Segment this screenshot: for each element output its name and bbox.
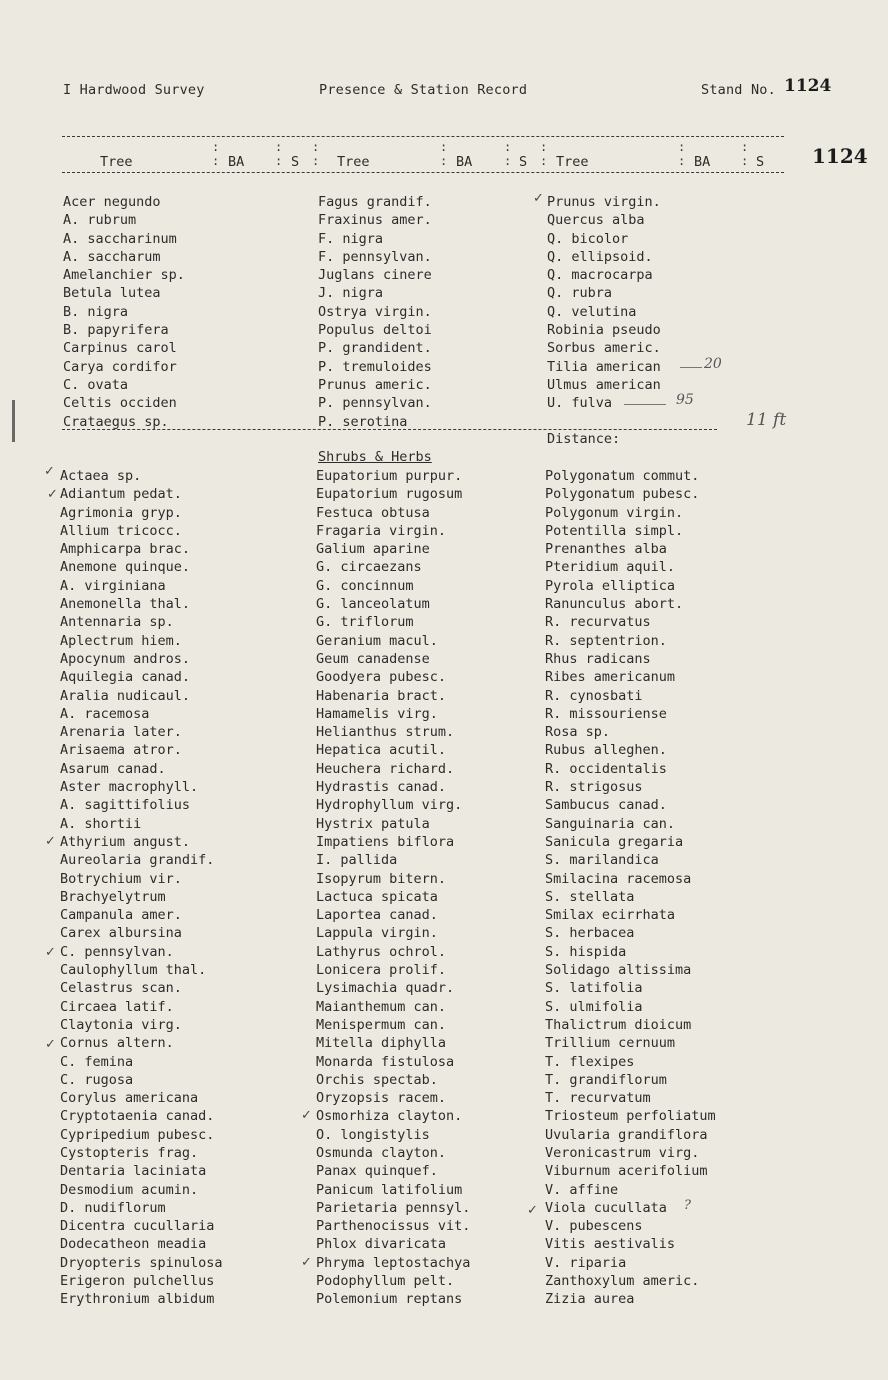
herb-item: Aralia nudicaul. [60, 687, 191, 704]
herb-item: D. nudiflorum [60, 1199, 166, 1216]
herb-item: R. recurvatus [545, 614, 651, 631]
herb-item: Trillium cernuum [545, 1035, 676, 1052]
tree-item: Prunus americ. [318, 376, 432, 393]
column-separator: : : [275, 140, 283, 168]
herb-item: Erigeron pulchellus [60, 1273, 215, 1290]
herb-item: Cypripedium pubesc. [60, 1126, 215, 1143]
stand-label: Stand No. [701, 82, 776, 98]
herb-item: Monarda fistulosa [316, 1053, 455, 1070]
tree-item: Q. macrocarpa [547, 267, 653, 284]
herb-item: S. herbacea [545, 925, 635, 942]
herb-item: Panicum latifolium [316, 1181, 463, 1198]
herb-item: Dryopteris spinulosa [60, 1254, 223, 1271]
check-mark-cornus: ✓ [45, 1037, 56, 1052]
check-mark-prunus: ✓ [533, 191, 544, 206]
fulva-dash [624, 404, 666, 405]
herb-item: V. pubescens [545, 1218, 643, 1235]
herb-item: Solidago altissima [545, 962, 692, 979]
tree-item: Q. bicolor [547, 230, 629, 247]
herb-item: Pyrola elliptica [545, 577, 676, 594]
tree-item: B. papyrifera [63, 322, 169, 339]
herb-item: Festuca obtusa [316, 504, 430, 521]
record-title: Presence & Station Record [319, 82, 528, 98]
header-divider-top [62, 136, 784, 137]
herb-item: Antennaria sp. [60, 614, 174, 631]
herb-item: Carex albursina [60, 925, 182, 942]
herb-item: Cystopteris frag. [60, 1144, 199, 1161]
herb-item: Aplectrum hiem. [60, 632, 182, 649]
herb-item: Veronicastrum virg. [545, 1144, 700, 1161]
check-mark-carex: ✓ [45, 945, 56, 960]
s-header-1: S [291, 154, 300, 170]
shrubs-herbs-title: Shrubs & Herbs [318, 449, 432, 465]
tree-header-2: Tree [337, 154, 370, 170]
herb-item: R. occidentalis [545, 760, 667, 777]
herb-item: Triosteum perfoliatum [545, 1108, 716, 1125]
herb-item: Claytonia virg. [60, 1016, 182, 1033]
herb-item: Lactuca spicata [316, 888, 438, 905]
herb-item: Rubus alleghen. [545, 742, 667, 759]
tree-item: Q. velutina [547, 303, 637, 320]
herb-item: Prenanthes alba [545, 541, 667, 558]
herb-list-col1 [60, 467, 223, 1309]
herb-item: Geum canadense [316, 650, 430, 667]
column-separator: : : [741, 140, 749, 168]
margin-mark [12, 400, 15, 442]
herb-item: Cryptotaenia canad. [60, 1108, 215, 1125]
herb-item: Polygonatum pubesc. [545, 486, 700, 503]
check-mark-adiantum: ✓ [47, 487, 58, 502]
herb-item: Phlox divaricata [316, 1236, 447, 1253]
tree-item: A. rubrum [63, 212, 137, 229]
tree-item: Robinia pseudo [547, 322, 661, 339]
tree-item: A. saccharinum [63, 230, 177, 247]
herb-item: Impatiens biflora [316, 833, 455, 850]
herb-item: Anemone quinque. [60, 559, 191, 576]
tree-item: F. pennsylvan. [318, 248, 432, 265]
column-separator: : : [678, 140, 686, 168]
herb-item: I. pallida [316, 852, 398, 869]
herb-item: Agrimonia gryp. [60, 504, 182, 521]
side-number-handwritten: 1124 [812, 144, 868, 168]
herb-item: Mitella diphylla [316, 1035, 447, 1052]
tree-list-col1 [63, 193, 185, 431]
ba-header-3: BA [694, 154, 711, 170]
herb-item: Isopyrum bitern. [316, 870, 447, 887]
herb-item: Phryma leptostachya [316, 1254, 471, 1271]
herb-item: Thalictrum dioicum [545, 1016, 692, 1033]
tree-item: Crataegus sp. [63, 413, 169, 430]
herb-item: R. cynosbati [545, 687, 643, 704]
herb-item: Geranium macul. [316, 632, 438, 649]
s-header-3: S [756, 154, 765, 170]
tree-header-1: Tree [100, 154, 133, 170]
herb-item: T. recurvatum [545, 1090, 651, 1107]
distance-label: Distance: [547, 431, 621, 447]
herb-item: C. rugosa [60, 1071, 134, 1088]
herb-item: Viburnum acerifolium [545, 1163, 708, 1180]
herb-item: Anemonella thal. [60, 596, 191, 613]
tilia-handwritten-value: 20 [704, 356, 722, 372]
tree-header-3: Tree [556, 154, 589, 170]
herb-item: Uvularia grandiflora [545, 1126, 708, 1143]
column-separator: : : [312, 140, 320, 168]
ba-header-1: BA [228, 154, 245, 170]
herb-item: T. grandiflorum [545, 1071, 667, 1088]
herb-item: Vitis aestivalis [545, 1236, 676, 1253]
fulva-handwritten-value: 95 [676, 392, 694, 408]
herb-item: Rosa sp. [545, 724, 611, 741]
herb-item: Erythronium albidum [60, 1291, 215, 1308]
tree-item: B. nigra [63, 303, 129, 320]
herb-item: Lysimachia quadr. [316, 980, 455, 997]
herb-item: Arenaria later. [60, 724, 182, 741]
herb-item: V. affine [545, 1181, 619, 1198]
herb-item: Polygonum virgin. [545, 504, 684, 521]
herb-item: Hydrastis canad. [316, 779, 447, 796]
tree-item: U. fulva [547, 395, 613, 412]
herb-item: R. septentrion. [545, 632, 667, 649]
s-header-2: S [519, 154, 528, 170]
herb-item: Ranunculus abort. [545, 596, 684, 613]
herb-item: Orchis spectab. [316, 1071, 438, 1088]
tree-item: Ostrya virgin. [318, 303, 432, 320]
tree-item: P. tremuloides [318, 358, 432, 375]
herb-item: Sanicula gregaria [545, 833, 684, 850]
tree-item: P. grandident. [318, 340, 432, 357]
herb-item: G. triflorum [316, 614, 414, 631]
herb-item: A. virginiana [60, 577, 166, 594]
herb-item: Hydrophyllum virg. [316, 797, 463, 814]
herb-item: Lappula virgin. [316, 925, 438, 942]
herb-item: Dodecatheon meadia [60, 1236, 207, 1253]
herb-item: Campanula amer. [60, 907, 182, 924]
column-separator: : : [540, 140, 548, 168]
ba-header-2: BA [456, 154, 473, 170]
tree-item: Q. ellipsoid. [547, 248, 653, 265]
tree-item: P. serotina [318, 413, 408, 430]
tree-item: Carya cordifor [63, 358, 177, 375]
herb-item: Goodyera pubesc. [316, 669, 447, 686]
herb-item: Viola cucullata [545, 1199, 667, 1216]
check-mark-viola: ✓ [527, 1203, 538, 1218]
tree-item: Fraxinus amer. [318, 212, 432, 229]
herb-item: Actaea sp. [60, 468, 142, 484]
tree-item: Q. rubra [547, 285, 613, 302]
herb-item: Menispermum can. [316, 1016, 447, 1033]
tree-list-col3 [547, 193, 661, 413]
herb-item: Hepatica acutil. [316, 742, 447, 759]
herb-item: Hamamelis virg. [316, 705, 438, 722]
column-separator: : : [212, 140, 220, 168]
herb-item: Smilax ecirrhata [545, 907, 676, 924]
tree-item: C. ovata [63, 376, 129, 393]
herb-item: Asarum canad. [60, 760, 166, 777]
tree-item: Acer negundo [63, 194, 161, 210]
herb-item: V. riparia [545, 1254, 627, 1271]
herb-item: Lonicera prolif. [316, 962, 447, 979]
herb-item: Corylus americana [60, 1090, 199, 1107]
herb-item: Aureolaria grandif. [60, 852, 215, 869]
tree-item: P. pennsylvan. [318, 395, 432, 412]
herb-item: Adiantum pedat. [60, 486, 182, 503]
herb-item: Aster macrophyll. [60, 779, 199, 796]
herb-item: Polygonatum commut. [545, 468, 700, 484]
herb-item: Fragaria virgin. [316, 522, 447, 539]
tree-item: Amelanchier sp. [63, 267, 185, 284]
herb-item: Athyrium angust. [60, 833, 191, 850]
herb-item: C. pennsylvan. [60, 943, 174, 960]
tree-item: Fagus grandif. [318, 194, 432, 210]
herb-item: Zanthoxylum americ. [545, 1273, 700, 1290]
herb-item: Botrychium vir. [60, 870, 182, 887]
viola-question-mark: ? [684, 1198, 691, 1213]
herb-item: A. shortii [60, 815, 142, 832]
tree-item: Tilia american [547, 358, 661, 375]
tree-item: Quercus alba [547, 212, 645, 229]
tree-item: F. nigra [318, 230, 384, 247]
herb-item: A. racemosa [60, 705, 150, 722]
check-mark-phryma: ✓ [301, 1255, 312, 1270]
herb-item: R. missouriense [545, 705, 667, 722]
herb-item: A. sagittifolius [60, 797, 191, 814]
herb-item: Brachyelytrum [60, 888, 166, 905]
check-mark-actaea: ✓ [44, 464, 55, 479]
herb-item: Aquilegia canad. [60, 669, 191, 686]
herb-item: Apocynum andros. [60, 650, 191, 667]
column-separator: : : [504, 140, 512, 168]
herb-item: Allium tricocc. [60, 522, 182, 539]
column-separator: : : [440, 140, 448, 168]
herb-item: Eupatorium purpur. [316, 468, 463, 484]
herb-item: Dentaria laciniata [60, 1163, 207, 1180]
tree-item: Sorbus americ. [547, 340, 661, 357]
herb-item: Oryzopsis racem. [316, 1090, 447, 1107]
herb-item: Caulophyllum thal. [60, 962, 207, 979]
herb-item: Maianthemum can. [316, 998, 447, 1015]
tree-list-col2 [318, 193, 432, 431]
herb-item: Desmodium acumin. [60, 1181, 199, 1198]
herb-item: S. marilandica [545, 852, 659, 869]
herb-item: Arisaema atror. [60, 742, 182, 759]
tilia-dash [680, 367, 702, 368]
herb-item: Podophyllum pelt. [316, 1273, 455, 1290]
herb-item: Sambucus canad. [545, 797, 667, 814]
herb-item: G. lanceolatum [316, 596, 430, 613]
stand-number-handwritten: 1124 [784, 76, 832, 96]
herb-item: Parietaria pennsyl. [316, 1199, 471, 1216]
check-mark-osmorhiza: ✓ [301, 1108, 312, 1123]
herb-item: Ribes americanum [545, 669, 676, 686]
herb-item: C. femina [60, 1053, 134, 1070]
herb-item: Eupatorium rugosum [316, 486, 463, 503]
herb-item: Circaea latif. [60, 998, 174, 1015]
tree-item: J. nigra [318, 285, 384, 302]
herb-item: Potentilla simpl. [545, 522, 684, 539]
tree-item: Celtis occiden [63, 395, 177, 412]
check-mark-athyrium: ✓ [45, 834, 56, 849]
herb-item: O. longistylis [316, 1126, 430, 1143]
tree-item: Betula lutea [63, 285, 161, 302]
herb-item: G. circaezans [316, 559, 422, 576]
herb-item: Cornus altern. [60, 1035, 174, 1052]
herb-item: Zizia aurea [545, 1291, 635, 1308]
herb-item: Laportea canad. [316, 907, 438, 924]
herb-item: Habenaria bract. [316, 687, 447, 704]
herb-item: Osmorhiza clayton. [316, 1108, 463, 1125]
tree-item: Prunus virgin. [547, 194, 661, 210]
herb-item: Dicentra cucullaria [60, 1218, 215, 1235]
herb-item: Parthenocissus vit. [316, 1218, 471, 1235]
herb-list-col2 [316, 467, 470, 1309]
distance-handwritten-value: 11 ft [746, 410, 787, 430]
survey-title: I Hardwood Survey [63, 82, 205, 98]
herb-list-col3 [545, 467, 716, 1309]
herb-item: Panax quinquef. [316, 1163, 438, 1180]
herb-item: S. stellata [545, 888, 635, 905]
tree-item: Juglans cinere [318, 267, 432, 284]
herb-item: S. latifolia [545, 980, 643, 997]
herb-item: Galium aparine [316, 541, 430, 558]
herb-item: Heuchera richard. [316, 760, 455, 777]
herb-item: Hystrix patula [316, 815, 430, 832]
herb-item: S. ulmifolia [545, 998, 643, 1015]
herb-item: Amphicarpa brac. [60, 541, 191, 558]
herb-item: S. hispida [545, 943, 627, 960]
herb-item: Sanguinaria can. [545, 815, 676, 832]
tree-item: Ulmus american [547, 376, 661, 393]
herb-item: R. strigosus [545, 779, 643, 796]
tree-item: Populus deltoi [318, 322, 432, 339]
herb-item: Celastrus scan. [60, 980, 182, 997]
herb-item: G. concinnum [316, 577, 414, 594]
herb-item: Rhus radicans [545, 650, 651, 667]
herb-item: Lathyrus ochrol. [316, 943, 447, 960]
herb-item: Osmunda clayton. [316, 1144, 447, 1161]
tree-item: A. saccharum [63, 248, 161, 265]
herb-item: Smilacina racemosa [545, 870, 692, 887]
herb-item: Polemonium reptans [316, 1291, 463, 1308]
tree-item: Carpinus carol [63, 340, 177, 357]
herb-item: Helianthus strum. [316, 724, 455, 741]
herb-item: Pteridium aquil. [545, 559, 676, 576]
herb-item: T. flexipes [545, 1053, 635, 1070]
